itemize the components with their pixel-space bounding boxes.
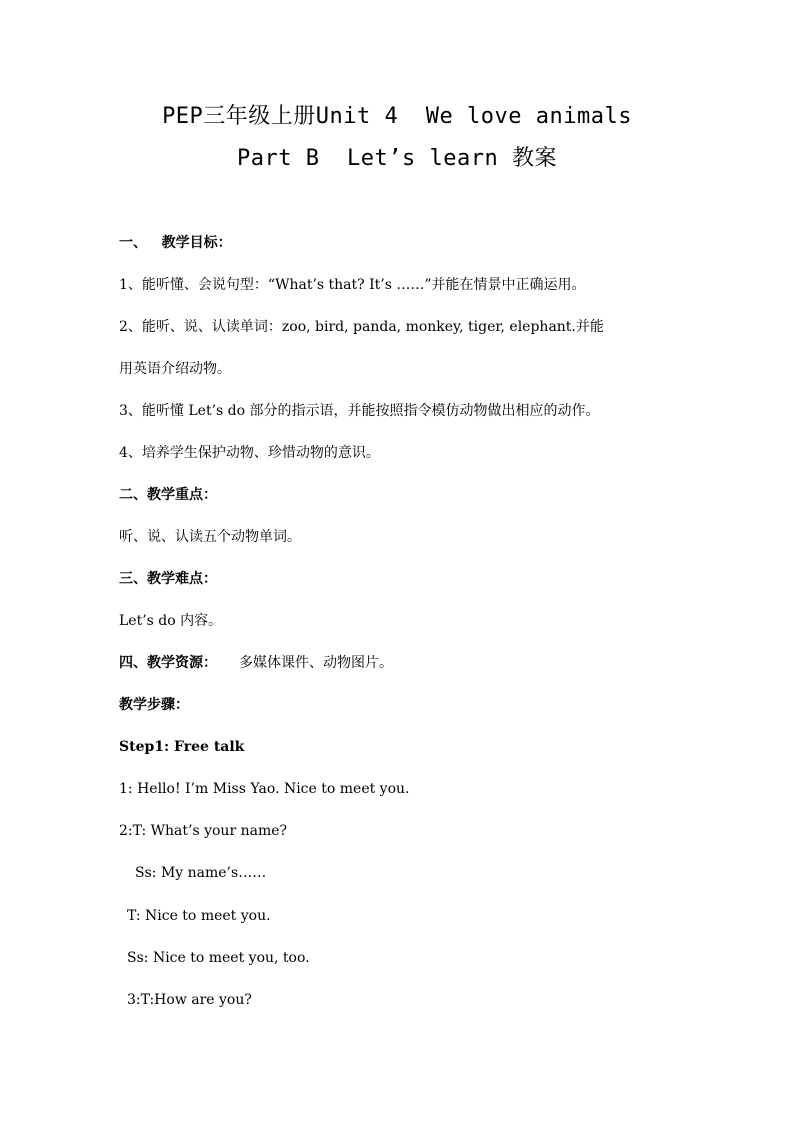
section-heading-resources: 四、教学资源： — [119, 655, 217, 671]
step-1-line-6: 3:T:How are you? — [127, 992, 252, 1008]
resources-text: 多媒体课件、动物图片。 — [239, 655, 393, 671]
section-heading-objectives: 一、 教学目标： — [119, 235, 232, 251]
objective-4: 4、培养学生保护动物、珍惜动物的意识。 — [119, 445, 380, 461]
section-heading-key-points: 二、教学重点： — [119, 487, 217, 503]
key-points-text: 听、说、认读五个动物单词。 — [119, 529, 301, 545]
section-heading-difficulties: 三、教学难点： — [119, 571, 217, 587]
document-title-line-2: Part B Let’s learn 教案 — [237, 146, 557, 171]
objective-1: 1、能听懂、会说句型：“What’s that? It’s ……”并能在情景中正确运用。 — [119, 277, 586, 293]
objective-2-continued: 用英语介绍动物。 — [119, 361, 231, 377]
difficulties-text: Let’s do 内容。 — [119, 613, 223, 629]
objective-3: 3、能听懂 Let’s do 部分的指示语，并能按照指令模仿动物做出相应的动作。 — [119, 403, 600, 419]
section-heading-steps: 教学步骤： — [119, 697, 189, 713]
step-1-heading: Step1: Free talk — [119, 739, 245, 755]
step-1-line-3: Ss: My name’s…… — [135, 865, 267, 881]
step-1-line-5: Ss: Nice to meet you, too. — [127, 950, 310, 966]
step-1-line-2: 2:T: What’s your name? — [119, 823, 288, 839]
step-1-line-4: T: Nice to meet you. — [127, 908, 271, 924]
document-title-line-1: PEP三年级上册Unit 4 We love animals — [162, 104, 632, 129]
objective-2: 2、能听、说、认读单词：zoo, bird, panda, monkey, tiger, elephant.并能 — [119, 319, 604, 335]
step-1-line-1: 1: Hello! I’m Miss Yao. Nice to meet you. — [119, 781, 410, 797]
